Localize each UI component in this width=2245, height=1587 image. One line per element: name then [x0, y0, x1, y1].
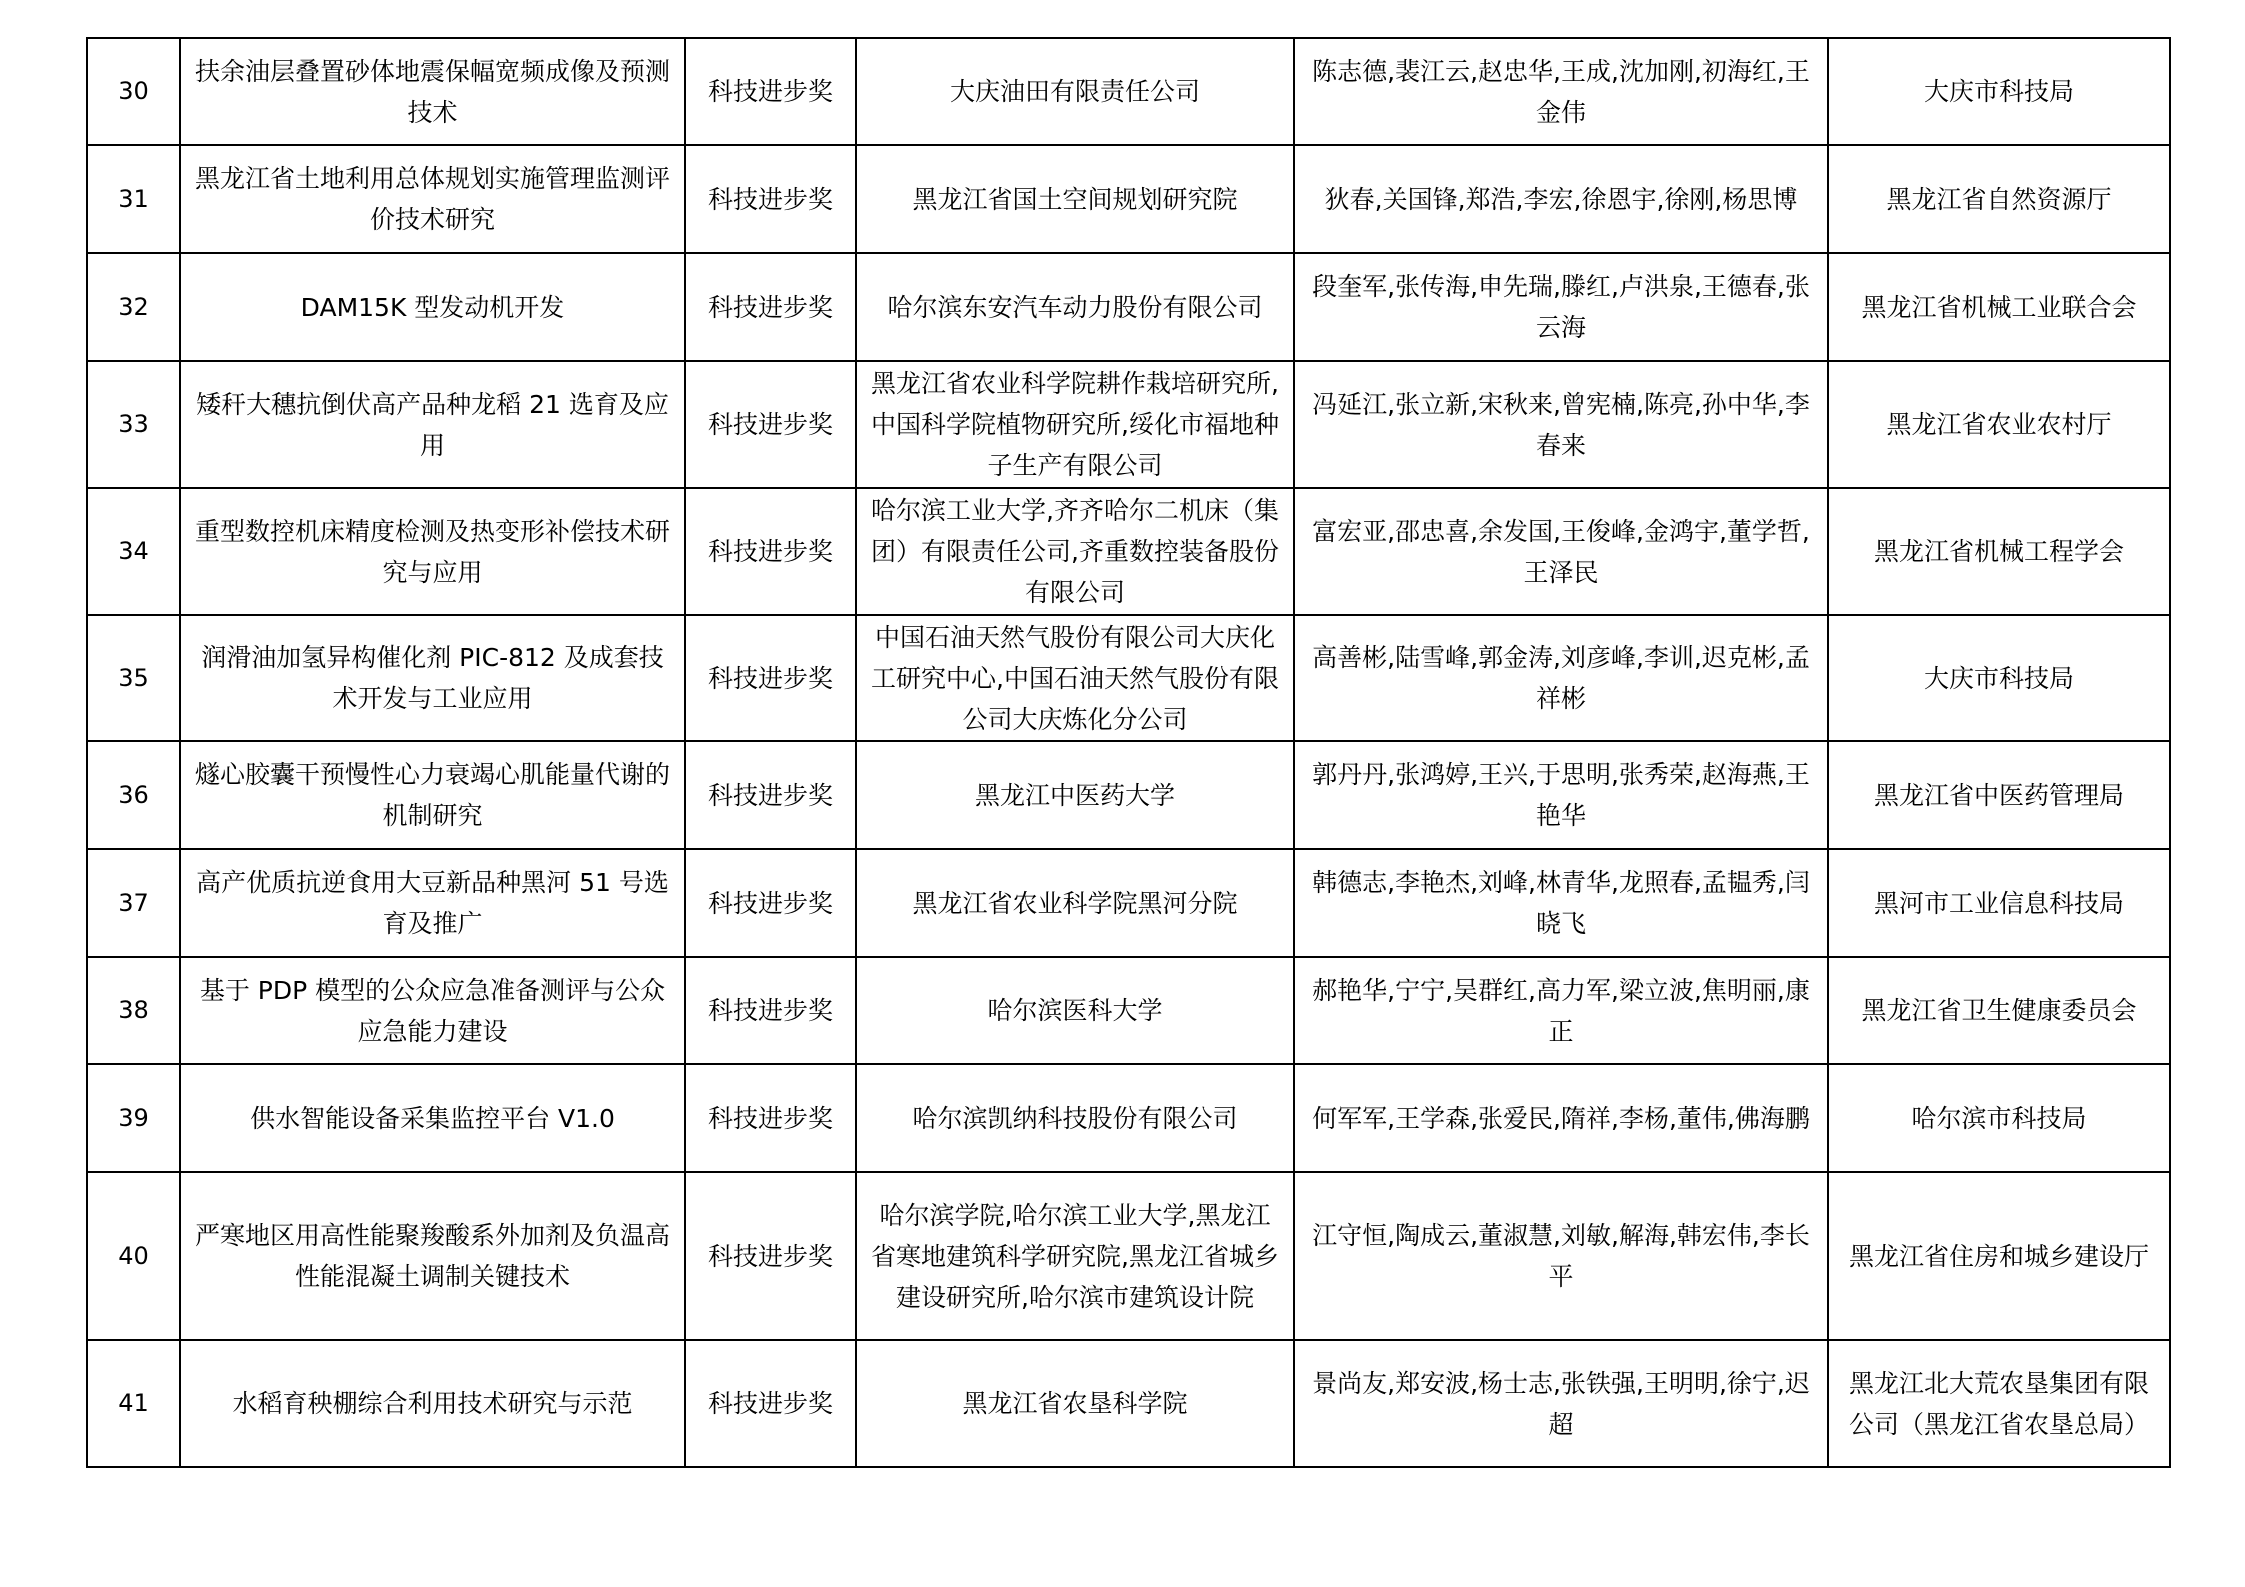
completing-people-cell: 郝艳华,宁宁,吴群红,高力军,梁立波,焦明丽,康正	[1294, 957, 1828, 1064]
completing-unit-cell: 大庆油田有限责任公司	[856, 38, 1294, 145]
table-row	[87, 615, 2170, 741]
project-name-cell: 严寒地区用高性能聚羧酸系外加剂及负温高性能混凝土调制关键技术	[180, 1172, 685, 1340]
project-name-cell: 燧心胶囊干预慢性心力衰竭心肌能量代谢的机制研究	[180, 741, 685, 849]
row-number-cell: 38	[87, 957, 180, 1064]
completing-unit-cell: 哈尔滨工业大学,齐齐哈尔二机床（集团）有限责任公司,齐重数控装备股份有限公司	[856, 488, 1294, 615]
project-name-cell: DAM15K 型发动机开发	[180, 253, 685, 361]
table-row	[87, 849, 2170, 957]
completing-people-cell: 高善彬,陆雪峰,郭金涛,刘彦峰,李训,迟克彬,孟祥彬	[1294, 615, 1828, 741]
nominating-unit-cell: 哈尔滨市科技局	[1828, 1064, 2170, 1172]
row-number-cell: 41	[87, 1340, 180, 1467]
award-type-cell: 科技进步奖	[685, 253, 856, 361]
row-number-cell: 32	[87, 253, 180, 361]
table-row	[87, 741, 2170, 849]
table-row	[87, 957, 2170, 1064]
table-row	[87, 361, 2170, 488]
completing-people-cell: 何军军,王学森,张爱民,隋祥,李杨,董伟,佛海鹏	[1294, 1064, 1828, 1172]
completing-people-cell: 段奎军,张传海,申先瑞,滕红,卢洪泉,王德春,张云海	[1294, 253, 1828, 361]
nominating-unit-cell: 黑龙江省卫生健康委员会	[1828, 957, 2170, 1064]
completing-unit-cell: 中国石油天然气股份有限公司大庆化工研究中心,中国石油天然气股份有限公司大庆炼化分公司	[856, 615, 1294, 741]
table-row	[87, 253, 2170, 361]
completing-unit-cell: 黑龙江省农业科学院耕作栽培研究所,中国科学院植物研究所,绥化市福地种子生产有限公司	[856, 361, 1294, 488]
row-number-cell: 30	[87, 38, 180, 145]
nominating-unit-cell: 黑龙江省住房和城乡建设厅	[1828, 1172, 2170, 1340]
nominating-unit-cell: 黑龙江北大荒农垦集团有限公司（黑龙江省农垦总局）	[1828, 1340, 2170, 1467]
table-row	[87, 1064, 2170, 1172]
completing-people-cell: 富宏亚,邵忠喜,余发国,王俊峰,金鸿宇,董学哲,王泽民	[1294, 488, 1828, 615]
nominating-unit-cell: 大庆市科技局	[1828, 38, 2170, 145]
award-list-table	[86, 37, 2171, 1468]
completing-unit-cell: 黑龙江省农业科学院黑河分院	[856, 849, 1294, 957]
completing-unit-cell: 哈尔滨东安汽车动力股份有限公司	[856, 253, 1294, 361]
nominating-unit-cell: 黑龙江省自然资源厅	[1828, 145, 2170, 253]
completing-people-cell: 狄春,关国锋,郑浩,李宏,徐恩宇,徐刚,杨思博	[1294, 145, 1828, 253]
row-number-cell: 39	[87, 1064, 180, 1172]
completing-unit-cell: 哈尔滨学院,哈尔滨工业大学,黑龙江省寒地建筑科学研究院,黑龙江省城乡建设研究所,哈尔滨市建筑设计院	[856, 1172, 1294, 1340]
completing-people-cell: 景尚友,郑安波,杨士志,张铁强,王明明,徐宁,迟超	[1294, 1340, 1828, 1467]
table-row	[87, 1172, 2170, 1340]
row-number-cell: 33	[87, 361, 180, 488]
project-name-cell: 黑龙江省土地利用总体规划实施管理监测评价技术研究	[180, 145, 685, 253]
nominating-unit-cell: 黑河市工业信息科技局	[1828, 849, 2170, 957]
table-row	[87, 1340, 2170, 1467]
row-number-cell: 34	[87, 488, 180, 615]
project-name-cell: 高产优质抗逆食用大豆新品种黑河 51 号选育及推广	[180, 849, 685, 957]
project-name-cell: 矮秆大穗抗倒伏高产品种龙稻 21 选育及应用	[180, 361, 685, 488]
award-type-cell: 科技进步奖	[685, 361, 856, 488]
table-row	[87, 38, 2170, 145]
award-type-cell: 科技进步奖	[685, 1340, 856, 1467]
completing-people-cell: 陈志德,裴江云,赵忠华,王成,沈加刚,初海红,王金伟	[1294, 38, 1828, 145]
row-number-cell: 35	[87, 615, 180, 741]
completing-people-cell: 郭丹丹,张鸿婷,王兴,于思明,张秀荣,赵海燕,王艳华	[1294, 741, 1828, 849]
row-number-cell: 37	[87, 849, 180, 957]
table-row	[87, 488, 2170, 615]
award-type-cell: 科技进步奖	[685, 38, 856, 145]
completing-people-cell: 韩德志,李艳杰,刘峰,林青华,龙照春,孟韫秀,闫晓飞	[1294, 849, 1828, 957]
award-type-cell: 科技进步奖	[685, 1172, 856, 1340]
nominating-unit-cell: 大庆市科技局	[1828, 615, 2170, 741]
project-name-cell: 扶余油层叠置砂体地震保幅宽频成像及预测技术	[180, 38, 685, 145]
award-type-cell: 科技进步奖	[685, 741, 856, 849]
row-number-cell: 36	[87, 741, 180, 849]
completing-unit-cell: 黑龙江省国土空间规划研究院	[856, 145, 1294, 253]
completing-unit-cell: 哈尔滨凯纳科技股份有限公司	[856, 1064, 1294, 1172]
completing-unit-cell: 哈尔滨医科大学	[856, 957, 1294, 1064]
completing-people-cell: 江守恒,陶成云,董淑慧,刘敏,解海,韩宏伟,李长平	[1294, 1172, 1828, 1340]
award-type-cell: 科技进步奖	[685, 1064, 856, 1172]
project-name-cell: 基于 PDP 模型的公众应急准备测评与公众应急能力建设	[180, 957, 685, 1064]
nominating-unit-cell: 黑龙江省农业农村厅	[1828, 361, 2170, 488]
table-row	[87, 145, 2170, 253]
nominating-unit-cell: 黑龙江省中医药管理局	[1828, 741, 2170, 849]
project-name-cell: 水稻育秧棚综合利用技术研究与示范	[180, 1340, 685, 1467]
award-type-cell: 科技进步奖	[685, 849, 856, 957]
row-number-cell: 40	[87, 1172, 180, 1340]
completing-unit-cell: 黑龙江中医药大学	[856, 741, 1294, 849]
project-name-cell: 供水智能设备采集监控平台 V1.0	[180, 1064, 685, 1172]
completing-unit-cell: 黑龙江省农垦科学院	[856, 1340, 1294, 1467]
award-table-body	[87, 38, 2170, 1467]
nominating-unit-cell: 黑龙江省机械工业联合会	[1828, 253, 2170, 361]
award-type-cell: 科技进步奖	[685, 615, 856, 741]
row-number-cell: 31	[87, 145, 180, 253]
project-name-cell: 润滑油加氢异构催化剂 PIC-812 及成套技术开发与工业应用	[180, 615, 685, 741]
award-type-cell: 科技进步奖	[685, 957, 856, 1064]
project-name-cell: 重型数控机床精度检测及热变形补偿技术研究与应用	[180, 488, 685, 615]
award-type-cell: 科技进步奖	[685, 488, 856, 615]
completing-people-cell: 冯延江,张立新,宋秋来,曾宪楠,陈亮,孙中华,李春来	[1294, 361, 1828, 488]
award-type-cell: 科技进步奖	[685, 145, 856, 253]
nominating-unit-cell: 黑龙江省机械工程学会	[1828, 488, 2170, 615]
